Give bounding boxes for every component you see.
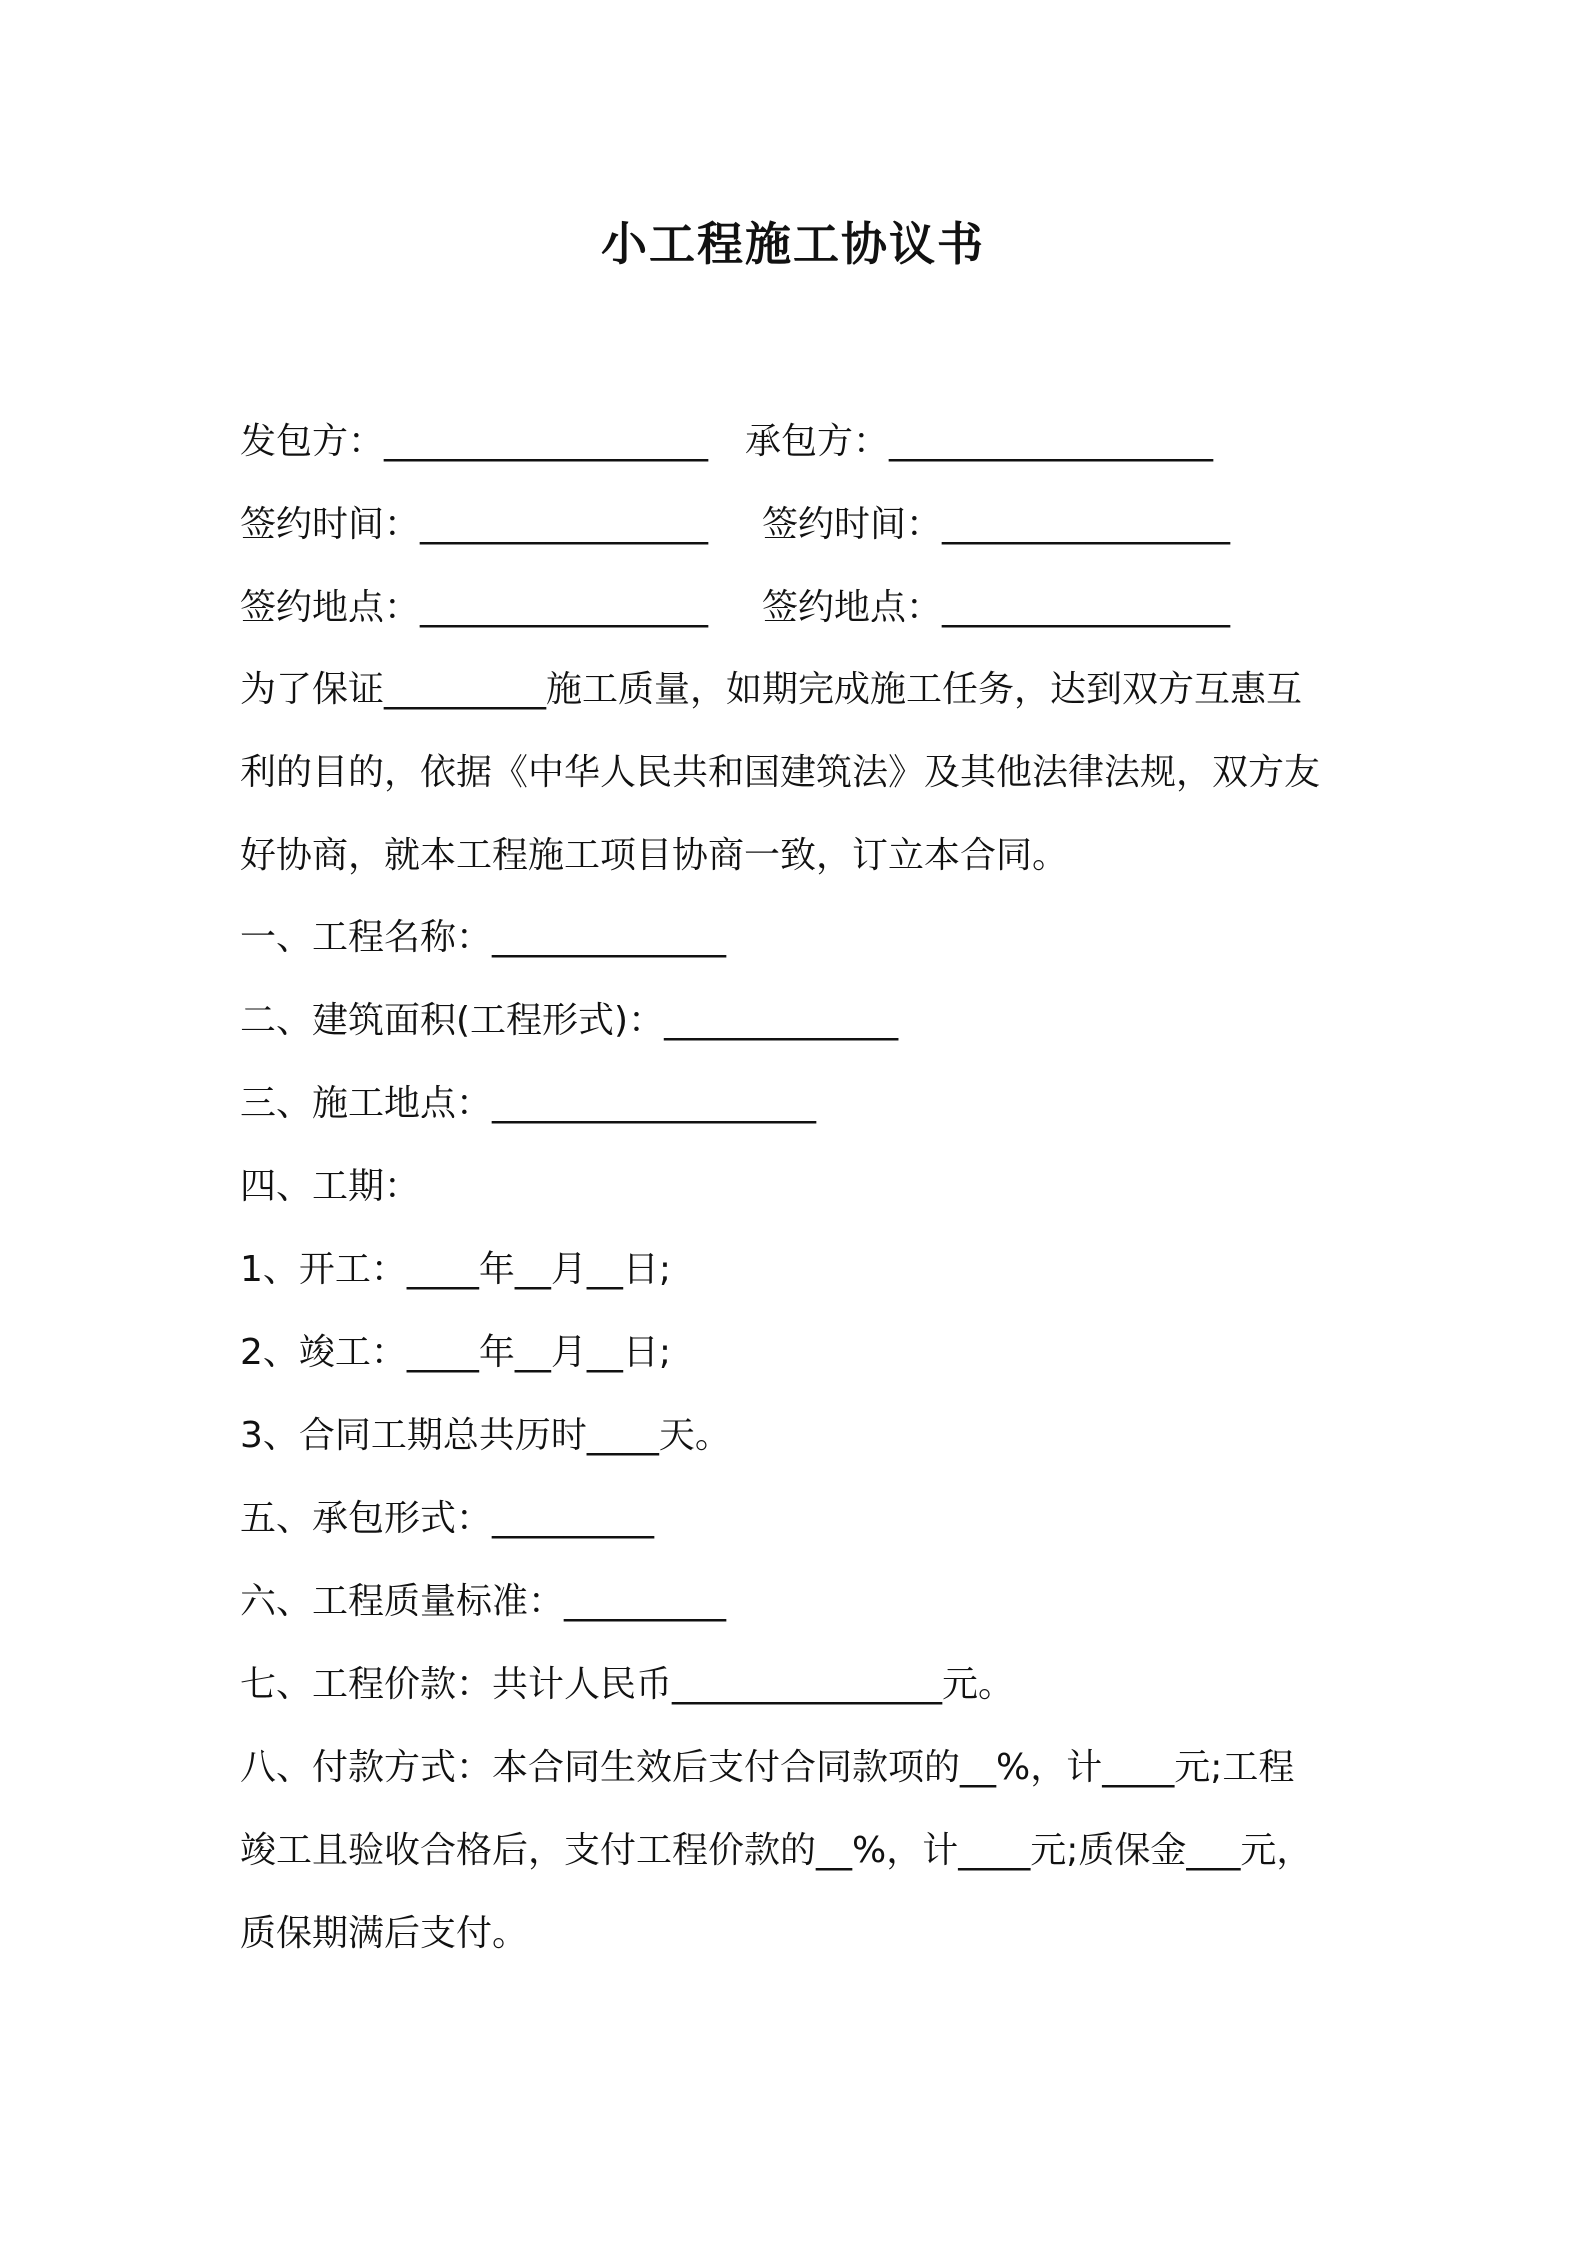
clause-payment: 八、付款方式：本合同生效后支付合同款项的__%，计____元;工程 [240, 1747, 1295, 1788]
document-title: 小工程施工协议书 [601, 217, 985, 271]
clause-payment: 质保期满后支付。 [240, 1913, 529, 1954]
sign-date-right: 签约时间：________________ [762, 504, 1231, 545]
clause-duration: 3、合同工期总共历时____天。 [240, 1415, 731, 1456]
clause-completion-date: 2、竣工：____年__月__日; [240, 1332, 672, 1373]
preamble-line: 利的目的，依据《中华人民共和国建筑法》及其他法律法规，双方友 [240, 752, 1321, 793]
clause-price: 七、工程价款：共计人民币_______________元。 [240, 1664, 1015, 1705]
sign-place-right: 签约地点：________________ [762, 587, 1231, 628]
employer-field: 发包方：__________________ [240, 421, 709, 462]
sign-date-left: 签约时间：________________ [240, 504, 709, 545]
preamble-line: 为了保证_________施工质量，如期完成施工任务，达到双方互惠互 [240, 669, 1303, 710]
clause-construction-site: 三、施工地点：__________________ [240, 1083, 817, 1124]
clause-schedule: 四、工期： [240, 1166, 421, 1207]
contractor-field: 承包方：__________________ [745, 421, 1214, 462]
preamble-line: 好协商，就本工程施工项目协商一致，订立本合同。 [240, 835, 1069, 876]
clause-quality-standard: 六、工程质量标准：_________ [240, 1581, 727, 1622]
clause-payment: 竣工且验收合格后，支付工程价款的__%，计____元;质保金___元， [240, 1830, 1313, 1871]
clause-project-name: 一、工程名称：_____________ [240, 917, 727, 958]
clause-start-date: 1、开工：____年__月__日; [240, 1249, 672, 1290]
clause-building-area: 二、建筑面积(工程形式)：_____________ [240, 1000, 899, 1041]
sign-place-left: 签约地点：________________ [240, 587, 709, 628]
clause-contract-form: 五、承包形式：_________ [240, 1498, 655, 1539]
